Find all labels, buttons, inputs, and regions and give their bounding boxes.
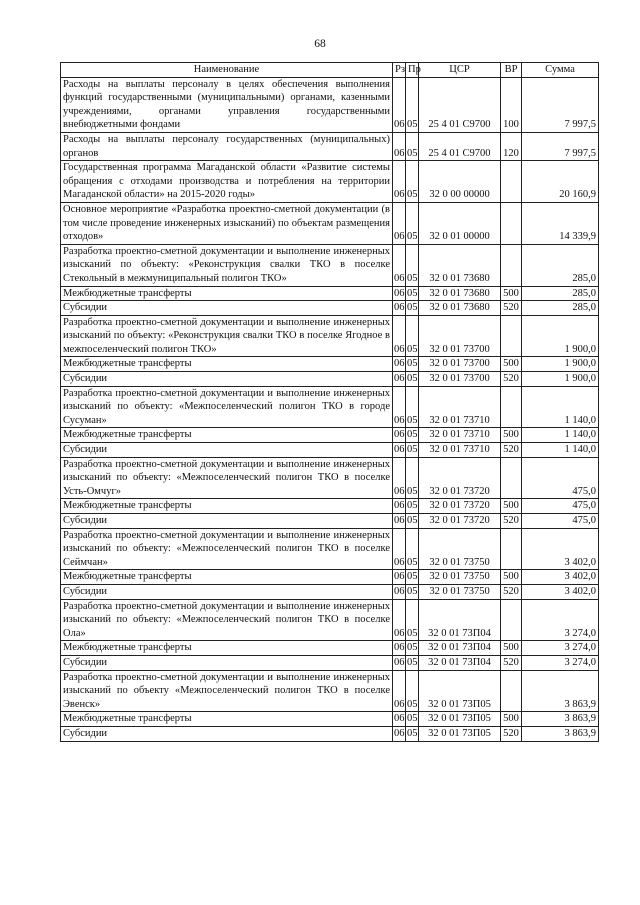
row-rz: 06 — [393, 599, 406, 641]
table-row — [61, 357, 599, 372]
row-csr: 32 0 01 73П05 — [419, 670, 501, 712]
row-csr: 32 0 01 73680 — [419, 286, 501, 301]
row-sum: 1 140,0 — [522, 386, 599, 428]
row-vr: 520 — [501, 301, 522, 316]
row-csr: 32 0 01 73680 — [419, 244, 501, 286]
row-rz: 06 — [393, 132, 406, 160]
row-vr: 500 — [501, 570, 522, 585]
row-sum: 285,0 — [522, 286, 599, 301]
row-name: Разработка проектно-сметной документации и выполнение инженерных изысканий по объекту: «Реконструкция свалки ТКО в поселке Стекольный в межмуниципальный полигон ТКО» — [61, 244, 393, 286]
row-csr: 32 0 01 73П05 — [419, 726, 501, 741]
row-sum: 3 863,9 — [522, 670, 599, 712]
header-csr: ЦСР — [419, 63, 501, 78]
row-vr — [501, 386, 522, 428]
row-csr: 32 0 01 73700 — [419, 315, 501, 357]
row-csr: 32 0 01 73П04 — [419, 641, 501, 656]
row-name: Разработка проектно-сметной документации и выполнение инженерных изысканий по объекту: «Межпоселенческий полигон ТКО в поселке Усть-Омчуг» — [61, 457, 393, 499]
row-pr: 05 — [406, 599, 419, 641]
row-csr: 32 0 01 73710 — [419, 386, 501, 428]
row-rz: 06 — [393, 428, 406, 443]
row-pr: 05 — [406, 457, 419, 499]
table-row — [61, 655, 599, 670]
table-row — [61, 499, 599, 514]
table-row — [61, 77, 599, 132]
row-pr: 05 — [406, 315, 419, 357]
row-rz: 06 — [393, 528, 406, 570]
table-row — [61, 584, 599, 599]
row-name: Субсидии — [61, 301, 393, 316]
row-pr: 05 — [406, 528, 419, 570]
row-sum: 475,0 — [522, 499, 599, 514]
table-row — [61, 132, 599, 160]
row-rz: 06 — [393, 655, 406, 670]
row-rz: 06 — [393, 712, 406, 727]
row-sum: 285,0 — [522, 244, 599, 286]
row-pr: 05 — [406, 132, 419, 160]
table-row — [61, 726, 599, 741]
row-sum: 3 402,0 — [522, 584, 599, 599]
row-vr — [501, 457, 522, 499]
row-sum: 3 274,0 — [522, 599, 599, 641]
row-sum: 7 997,5 — [522, 77, 599, 132]
row-csr: 25 4 01 С9700 — [419, 77, 501, 132]
row-sum: 20 160,9 — [522, 161, 599, 203]
page-number: 68 — [314, 38, 326, 50]
row-csr: 32 0 00 00000 — [419, 161, 501, 203]
row-name: Разработка проектно-сметной документации и выполнение инженерных изысканий по объекту: «Реконструкция свалки ТКО в поселке Ягодное в межпоселенческий полигон ТКО» — [61, 315, 393, 357]
row-pr: 05 — [406, 357, 419, 372]
header-vr: ВР — [501, 63, 522, 78]
row-rz: 06 — [393, 315, 406, 357]
table-row — [61, 286, 599, 301]
row-vr — [501, 315, 522, 357]
table-header-row — [61, 63, 599, 78]
row-rz: 06 — [393, 570, 406, 585]
row-name: Расходы на выплаты персоналу государственных (муниципальных) органов — [61, 132, 393, 160]
row-name: Разработка проектно-сметной документации и выполнение инженерных изысканий по объекту: «Межпоселенческий полигон ТКО в городе Сусуман» — [61, 386, 393, 428]
table-row — [61, 670, 599, 712]
row-rz: 06 — [393, 726, 406, 741]
row-vr: 520 — [501, 726, 522, 741]
row-csr: 32 0 01 73П04 — [419, 599, 501, 641]
row-rz: 06 — [393, 641, 406, 656]
row-name: Субсидии — [61, 443, 393, 458]
row-pr: 05 — [406, 670, 419, 712]
row-vr: 500 — [501, 712, 522, 727]
row-name: Межбюджетные трансферты — [61, 357, 393, 372]
row-vr — [501, 599, 522, 641]
row-pr: 05 — [406, 570, 419, 585]
row-pr: 05 — [406, 655, 419, 670]
row-csr: 25 4 01 С9700 — [419, 132, 501, 160]
row-vr: 520 — [501, 655, 522, 670]
row-sum: 3 863,9 — [522, 726, 599, 741]
row-sum: 1 900,0 — [522, 372, 599, 387]
row-sum: 14 339,9 — [522, 202, 599, 244]
row-csr: 32 0 01 73700 — [419, 372, 501, 387]
row-pr: 05 — [406, 712, 419, 727]
row-sum: 1 900,0 — [522, 357, 599, 372]
table-row — [61, 428, 599, 443]
row-vr: 500 — [501, 286, 522, 301]
row-rz: 06 — [393, 286, 406, 301]
row-pr: 05 — [406, 372, 419, 387]
row-rz: 06 — [393, 670, 406, 712]
table-row — [61, 161, 599, 203]
row-sum: 1 140,0 — [522, 428, 599, 443]
row-pr: 05 — [406, 443, 419, 458]
row-vr — [501, 244, 522, 286]
row-name: Субсидии — [61, 514, 393, 529]
row-sum: 3 274,0 — [522, 641, 599, 656]
row-csr: 32 0 01 73720 — [419, 457, 501, 499]
table-row — [61, 301, 599, 316]
table-row — [61, 386, 599, 428]
table-row — [61, 641, 599, 656]
row-vr: 120 — [501, 132, 522, 160]
row-vr — [501, 670, 522, 712]
row-pr: 05 — [406, 726, 419, 741]
row-rz: 06 — [393, 161, 406, 203]
row-name: Основное мероприятие «Разработка проектно-сметной документации (в том числе проведение инженерных изысканий) по объектам размещения отходов» — [61, 202, 393, 244]
table-row — [61, 528, 599, 570]
row-sum: 475,0 — [522, 457, 599, 499]
row-csr: 32 0 01 73710 — [419, 428, 501, 443]
row-name: Государственная программа Магаданской области «Развитие системы обращения с отходами производства и потребления на территории Магаданской области» на 2015-2020 годы» — [61, 161, 393, 203]
row-name: Расходы на выплаты персоналу в целях обеспечения выполнения функций государственными (муниципальными) органами, казенными учреждениями, органами управления государственными внебюджетными фондами — [61, 77, 393, 132]
table-row — [61, 712, 599, 727]
row-rz: 06 — [393, 202, 406, 244]
row-pr: 05 — [406, 428, 419, 443]
row-name: Разработка проектно-сметной документации и выполнение инженерных изысканий по объекту «Межпоселенческий полигон ТКО в поселке Эвенск» — [61, 670, 393, 712]
row-sum: 3 274,0 — [522, 655, 599, 670]
row-csr: 32 0 01 73750 — [419, 528, 501, 570]
row-pr: 05 — [406, 202, 419, 244]
table-row — [61, 514, 599, 529]
row-sum: 3 402,0 — [522, 570, 599, 585]
row-name: Субсидии — [61, 726, 393, 741]
row-sum: 3 402,0 — [522, 528, 599, 570]
row-csr: 32 0 01 73720 — [419, 499, 501, 514]
table-row — [61, 315, 599, 357]
row-csr: 32 0 01 73700 — [419, 357, 501, 372]
table-row — [61, 372, 599, 387]
row-pr: 05 — [406, 301, 419, 316]
row-name: Субсидии — [61, 372, 393, 387]
row-rz: 06 — [393, 244, 406, 286]
row-name: Межбюджетные трансферты — [61, 499, 393, 514]
row-vr: 500 — [501, 499, 522, 514]
table-row — [61, 570, 599, 585]
row-name: Межбюджетные трансферты — [61, 428, 393, 443]
row-pr: 05 — [406, 641, 419, 656]
row-name: Межбюджетные трансферты — [61, 712, 393, 727]
row-vr: 520 — [501, 514, 522, 529]
row-csr: 32 0 01 73710 — [419, 443, 501, 458]
row-pr: 05 — [406, 499, 419, 514]
row-name: Межбюджетные трансферты — [61, 570, 393, 585]
row-name: Субсидии — [61, 655, 393, 670]
row-vr: 100 — [501, 77, 522, 132]
row-rz: 06 — [393, 372, 406, 387]
row-pr: 05 — [406, 584, 419, 599]
row-vr: 520 — [501, 372, 522, 387]
row-name: Субсидии — [61, 584, 393, 599]
row-pr: 05 — [406, 244, 419, 286]
row-csr: 32 0 01 73П05 — [419, 712, 501, 727]
row-name: Разработка проектно-сметной документации и выполнение инженерных изысканий по объекту: «Межпоселенческий полигон ТКО в поселке Ола» — [61, 599, 393, 641]
row-name: Разработка проектно-сметной документации и выполнение инженерных изысканий по объекту: «Межпоселенческий полигон ТКО в поселке Сеймчан» — [61, 528, 393, 570]
row-rz: 06 — [393, 457, 406, 499]
row-csr: 32 0 01 73750 — [419, 570, 501, 585]
row-vr: 520 — [501, 584, 522, 599]
table-row — [61, 599, 599, 641]
row-csr: 32 0 01 73П04 — [419, 655, 501, 670]
row-pr: 05 — [406, 77, 419, 132]
row-sum: 7 997,5 — [522, 132, 599, 160]
header-rz: Рз — [393, 63, 406, 78]
budget-table — [60, 62, 599, 742]
table-row — [61, 202, 599, 244]
row-csr: 32 0 01 00000 — [419, 202, 501, 244]
row-rz: 06 — [393, 357, 406, 372]
row-pr: 05 — [406, 286, 419, 301]
row-sum: 3 863,9 — [522, 712, 599, 727]
table-body — [61, 77, 599, 741]
row-csr: 32 0 01 73720 — [419, 514, 501, 529]
header-sum: Сумма — [522, 63, 599, 78]
row-name: Межбюджетные трансферты — [61, 286, 393, 301]
row-sum: 475,0 — [522, 514, 599, 529]
row-rz: 06 — [393, 443, 406, 458]
row-pr: 05 — [406, 161, 419, 203]
row-rz: 06 — [393, 499, 406, 514]
table-row — [61, 443, 599, 458]
row-sum: 1 140,0 — [522, 443, 599, 458]
header-pr: Пр — [406, 63, 419, 78]
row-rz: 06 — [393, 584, 406, 599]
row-vr — [501, 161, 522, 203]
row-csr: 32 0 01 73680 — [419, 301, 501, 316]
row-vr — [501, 528, 522, 570]
row-rz: 06 — [393, 386, 406, 428]
row-csr: 32 0 01 73750 — [419, 584, 501, 599]
row-rz: 06 — [393, 514, 406, 529]
row-pr: 05 — [406, 386, 419, 428]
row-rz: 06 — [393, 77, 406, 132]
row-rz: 06 — [393, 301, 406, 316]
row-sum: 285,0 — [522, 301, 599, 316]
header-name: Наименование — [61, 63, 393, 78]
table-row — [61, 244, 599, 286]
table-row — [61, 457, 599, 499]
row-vr: 500 — [501, 641, 522, 656]
row-vr: 500 — [501, 428, 522, 443]
row-vr — [501, 202, 522, 244]
row-vr: 500 — [501, 357, 522, 372]
row-sum: 1 900,0 — [522, 315, 599, 357]
row-pr: 05 — [406, 514, 419, 529]
row-name: Межбюджетные трансферты — [61, 641, 393, 656]
row-vr: 520 — [501, 443, 522, 458]
